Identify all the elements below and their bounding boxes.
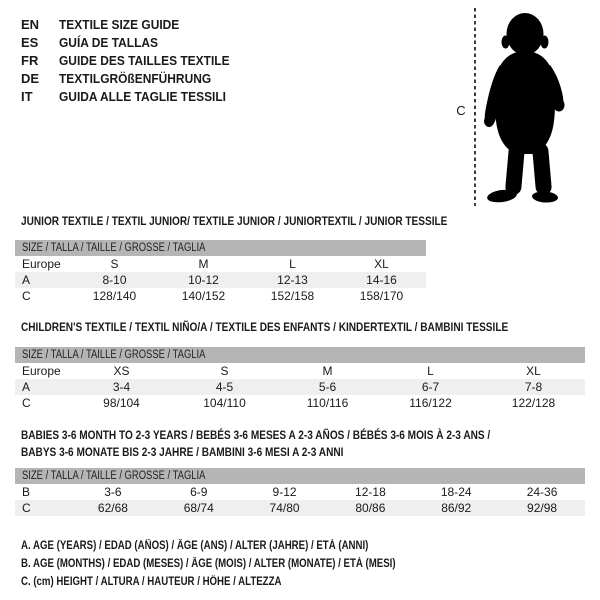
value-cell: XS	[113, 364, 130, 378]
table-header-band: SIZE / TALLA / TAILLE / GRÖSSE / TAGLIA	[15, 240, 426, 256]
table-row	[15, 484, 585, 500]
value-cell: S	[110, 257, 119, 271]
language-label: GUIDE DES TAILLES TEXTILE	[59, 53, 230, 68]
value-cell: 128/140	[92, 289, 137, 303]
language-label: GUIDA ALLE TAGLIE TESSILI	[59, 89, 227, 104]
value-cell: 158/170	[359, 289, 404, 303]
table-title: JUNIOR TEXTILE / TEXTIL JUNIOR/ TEXTILE JUNIOR / JUNIORTEXTIL / JUNIOR TESSILE	[21, 214, 448, 228]
value-cell: L	[289, 257, 296, 271]
value-cell: 14-16	[366, 273, 397, 287]
row-label-cell: B	[22, 485, 31, 499]
value-cell: 18-24	[440, 485, 472, 499]
size-table-section	[15, 319, 585, 411]
language-code: FR	[21, 53, 39, 68]
language-row	[21, 16, 244, 34]
value-cell: 7-8	[524, 380, 543, 394]
value-cell: 3-6	[104, 485, 122, 499]
language-code: ES	[21, 35, 39, 50]
row-label-cell: A	[22, 380, 31, 394]
value-cell: 140/152	[181, 289, 226, 303]
row-label-cell: Europe	[22, 257, 61, 271]
footnote-line: B. AGE (MONTHS) / EDAD (MESES) / ÂGE (MOIS) / ALTER (MONATE) / ETÀ (MESI)	[21, 558, 396, 570]
value-cell: 62/68	[97, 501, 128, 515]
row-label-cell: Europe	[22, 364, 61, 378]
language-row	[21, 52, 244, 70]
value-cell: 110/116	[306, 396, 349, 410]
value-cell: 74/80	[269, 501, 300, 515]
table-title: CHILDREN'S TEXTILE / TEXTIL NIÑO/A / TEXTILE DES ENFANTS / KINDERTEXTIL / BAMBINI TESSILE	[21, 320, 509, 334]
value-cell: 116/122	[409, 396, 452, 410]
value-cell: L	[427, 364, 434, 378]
value-cell: 9-12	[272, 485, 297, 499]
value-cell: 104/110	[203, 396, 246, 410]
size-table-section	[15, 213, 448, 304]
height-dashed-line	[474, 8, 476, 206]
table-row	[15, 256, 426, 272]
language-code: DE	[21, 71, 40, 86]
value-cell: 68/74	[183, 501, 214, 515]
size-table-section	[15, 427, 585, 516]
value-cell: M	[322, 364, 333, 378]
table-title: BABIES 3-6 MONTH TO 2-3 YEARS / BEBÉS 3-6 MESES A 2-3 AÑOS / BÉBÉS 3-6 MOIS À 2-3 ANS /	[21, 428, 491, 442]
table-row	[15, 288, 426, 304]
size-table	[15, 347, 585, 411]
table-title: BABYS 3-6 MONATE BIS 2-3 JAHRE / BAMBINI 3-6 MESI A 2-3 ANNI	[21, 445, 344, 459]
value-cell: 12-18	[355, 485, 386, 499]
value-cell: 3-4	[112, 380, 131, 394]
language-row	[21, 70, 244, 88]
value-cell: 4-5	[215, 380, 234, 394]
row-label-cell: C	[22, 501, 31, 515]
table-header-band: SIZE / TALLA / TAILLE / GRÖSSE / TAGLIA	[15, 347, 585, 363]
table-row	[15, 395, 585, 411]
footnote-line: C. (cm) HEIGHT / ALTURA / HAUTEUR / HÖHE / ALTEZZA	[21, 576, 282, 588]
value-cell: XL	[526, 364, 541, 378]
value-cell: 24-36	[526, 485, 558, 499]
value-cell: 98/104	[103, 396, 140, 410]
height-figure	[448, 8, 588, 210]
footnotes	[21, 537, 467, 591]
table-header-band: SIZE / TALLA / TAILLE / GRÖSSE / TAGLIA	[15, 468, 585, 484]
table-row	[15, 379, 585, 395]
language-code: EN	[21, 17, 40, 32]
language-header	[21, 16, 244, 106]
height-measure-label: C	[456, 103, 466, 118]
language-label: GUÍA DE TALLAS	[59, 35, 159, 50]
size-table	[15, 240, 426, 304]
language-row	[21, 34, 244, 52]
value-cell: 92/98	[527, 501, 558, 515]
row-label-cell: A	[22, 273, 31, 287]
row-label-cell: C	[22, 289, 31, 303]
value-cell: 86/92	[441, 501, 472, 515]
value-cell: 152/158	[270, 289, 315, 303]
table-row	[15, 363, 585, 379]
value-cell: 12-13	[277, 273, 308, 287]
language-label: TEXTILE SIZE GUIDE	[59, 17, 180, 32]
size-table	[15, 468, 585, 516]
value-cell: 5-6	[318, 380, 337, 394]
value-cell: XL	[374, 257, 389, 271]
language-code: IT	[21, 89, 33, 104]
language-row	[21, 88, 244, 106]
toddler-silhouette-icon	[482, 9, 576, 206]
table-row	[15, 272, 426, 288]
table-row	[15, 500, 585, 516]
language-label: TEXTILGRÖßENFÜHRUNG	[59, 71, 212, 86]
value-cell: S	[220, 364, 229, 378]
value-cell: 6-7	[421, 380, 440, 394]
value-cell: 122/128	[511, 396, 556, 410]
value-cell: 6-9	[190, 485, 208, 499]
row-label-cell: C	[22, 396, 31, 410]
value-cell: 80/86	[355, 501, 386, 515]
value-cell: M	[198, 257, 209, 271]
footnote-line: A. AGE (YEARS) / EDAD (AÑOS) / ÂGE (ANS) / ALTER (JAHRE) / ETÀ (ANNI)	[21, 540, 369, 552]
value-cell: 8-10	[102, 273, 127, 287]
value-cell: 10-12	[188, 273, 219, 287]
